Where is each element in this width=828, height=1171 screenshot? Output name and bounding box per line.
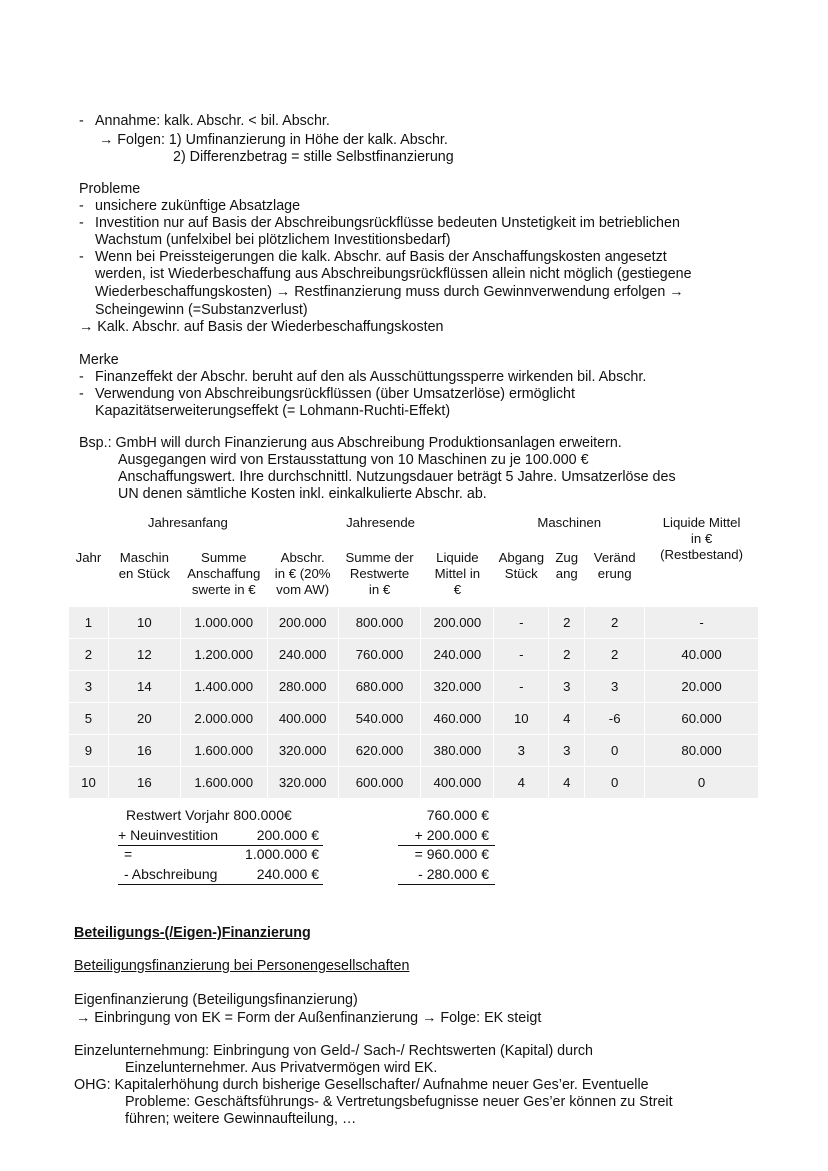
col-header-abschr: Abschr. in € (20% vom AW) xyxy=(267,545,338,607)
cell-liquide-rest: - xyxy=(645,607,759,639)
section-title-beteiligung: Beteiligungs-(/Eigen-)Finanzierung xyxy=(74,925,311,941)
cell-summe-aw: 2.000.000 xyxy=(180,703,267,735)
calc-left-rule-2 xyxy=(118,884,323,885)
cell-veraenderung: 0 xyxy=(585,767,645,799)
cell-veraenderung: 2 xyxy=(585,607,645,639)
merke-item-1: - Finanzeffekt der Abschr. beruht auf den als Ausschüttungssperre wirkenden bil. Abschr. xyxy=(79,369,647,385)
group-jahresende: Jahresende xyxy=(267,509,494,545)
calc-left-line-2: + Neuinvestition 200.000 € xyxy=(118,826,319,843)
cell-liquide-rest: 20.000 xyxy=(645,671,759,703)
cell-restwerte: 760.000 xyxy=(338,639,421,671)
cell-zugang: 3 xyxy=(549,735,585,767)
cell-liquide: 400.000 xyxy=(421,767,494,799)
probleme-item-3: - Wenn bei Preissteigerungen die kalk. Abschr. auf Basis der Anschaffungskosten angesetzt xyxy=(79,249,667,265)
einzelunternehmung-line-1: Einzelunternehmung: Einbringung von Geld-/ Sach-/ Rechtswerten (Kapital) durch xyxy=(74,1043,593,1059)
cell-liquide: 460.000 xyxy=(421,703,494,735)
cell-jahr: 9 xyxy=(69,735,109,767)
cell-liquide: 200.000 xyxy=(421,607,494,639)
col-header-abgang: Abgang Stück xyxy=(494,545,549,607)
group-liquide-mittel: Liquide Mittel in € (Restbestand) xyxy=(645,509,759,607)
cell-abschr: 400.000 xyxy=(267,703,338,735)
cell-liquide: 380.000 xyxy=(421,735,494,767)
cell-restwerte: 600.000 xyxy=(338,767,421,799)
annahme-line-1: - Annahme: kalk. Abschr. < bil. Abschr. xyxy=(79,113,330,129)
cell-veraenderung: 3 xyxy=(585,671,645,703)
cell-abgang: - xyxy=(494,639,549,671)
eigenfinanzierung-line-2: → Einbringung von EK = Form der Außenfinanzierung → Folge: EK steigt xyxy=(76,1010,542,1026)
col-header-restwerte: Summe der Restwerte in € xyxy=(338,545,421,607)
calc-right-line-3: = 960.000 € xyxy=(414,846,489,862)
corner-cell xyxy=(69,509,109,545)
cell-liquide: 240.000 xyxy=(421,639,494,671)
calc-right-rule-1 xyxy=(398,845,495,846)
cell-zugang: 4 xyxy=(549,703,585,735)
cell-maschinen: 12 xyxy=(108,639,180,671)
cell-liquide-rest: 0 xyxy=(645,767,759,799)
cell-maschinen: 10 xyxy=(108,607,180,639)
ohg-line-2: Probleme: Geschäftsführungs- & Vertretungsbefugnisse neuer Ges’er können zu Streit xyxy=(125,1094,673,1110)
cell-jahr: 1 xyxy=(69,607,109,639)
probleme-heading: Probleme xyxy=(79,181,141,197)
cell-abgang: 10 xyxy=(494,703,549,735)
bsp-line-2: Ausgegangen wird von Erstausstattung von 10 Maschinen zu je 100.000 € xyxy=(118,452,589,468)
table-row xyxy=(69,735,759,767)
group-jahresanfang: Jahresanfang xyxy=(108,509,267,545)
probleme-item-3-cont-3: Scheingewinn (=Substanzverlust) xyxy=(95,302,308,318)
calc-left xyxy=(118,806,323,884)
cell-veraenderung: 0 xyxy=(585,735,645,767)
cell-liquide: 320.000 xyxy=(421,671,494,703)
bsp-line-1: Bsp.: GmbH will durch Finanzierung aus Abschreibung Produktionsanlagen erweitern. xyxy=(79,435,622,451)
cell-abschr: 280.000 xyxy=(267,671,338,703)
cell-summe-aw: 1.000.000 xyxy=(180,607,267,639)
cell-veraenderung: 2 xyxy=(585,639,645,671)
cell-maschinen: 16 xyxy=(108,735,180,767)
table-row xyxy=(69,607,759,639)
probleme-item-1: - unsichere zukünftige Absatzlage xyxy=(79,198,301,214)
cell-restwerte: 680.000 xyxy=(338,671,421,703)
cell-restwerte: 800.000 xyxy=(338,607,421,639)
cell-zugang: 4 xyxy=(549,767,585,799)
cell-abgang: - xyxy=(494,671,549,703)
table-group-header-row xyxy=(69,509,759,545)
cell-maschinen: 16 xyxy=(108,767,180,799)
probleme-item-2: - Investition nur auf Basis der Abschreibungsrückflüsse bedeuten Unstetigkeit im betrieblichen xyxy=(79,215,680,231)
einzelunternehmung-line-2: Einzelunternehmer. Aus Privatvermögen wird EK. xyxy=(125,1060,438,1076)
cell-summe-aw: 1.600.000 xyxy=(180,735,267,767)
col-header-veraenderung: Veränd erung xyxy=(585,545,645,607)
group-maschinen: Maschinen xyxy=(494,509,645,545)
cell-abschr: 320.000 xyxy=(267,735,338,767)
cell-zugang: 2 xyxy=(549,639,585,671)
annahme-line-2: → Folgen: 1) Umfinanzierung in Höhe der kalk. Abschr. xyxy=(99,132,448,148)
calc-left-rule-1 xyxy=(118,845,323,846)
calc-left-line-4: - Abschreibung 240.000 € xyxy=(124,865,319,882)
ohg-line-1: OHG: Kapitalerhöhung durch bisherige Gesellschafter/ Aufnahme neuer Ges’er. Eventuelle xyxy=(74,1077,649,1093)
calc-right xyxy=(398,806,495,884)
cell-abschr: 320.000 xyxy=(267,767,338,799)
cell-jahr: 2 xyxy=(69,639,109,671)
cell-summe-aw: 1.200.000 xyxy=(180,639,267,671)
annahme-line-3: 2) Differenzbetrag = stille Selbstfinanzierung xyxy=(173,149,454,165)
cell-summe-aw: 1.400.000 xyxy=(180,671,267,703)
cell-liquide-rest: 80.000 xyxy=(645,735,759,767)
cell-zugang: 2 xyxy=(549,607,585,639)
probleme-item-3-cont-1: werden, ist Wiederbeschaffung aus Abschreibungsrückflüssen allein nicht möglich (gestiegene xyxy=(95,266,692,282)
ohg-line-3: führen; weitere Gewinnaufteilung, … xyxy=(125,1111,357,1127)
col-header-maschinen: Maschin en Stück xyxy=(108,545,180,607)
section-subtitle-personengesellschaften: Beteiligungsfinanzierung bei Personengesellschaften xyxy=(74,958,410,974)
merke-item-2-cont: Kapazitätserweiterungseffekt (= Lohmann-Ruchti-Effekt) xyxy=(95,403,451,419)
eigenfinanzierung-line-1: Eigenfinanzierung (Beteiligungsfinanzierung) xyxy=(74,992,358,1008)
cell-liquide-rest: 60.000 xyxy=(645,703,759,735)
calc-right-line-1: 760.000 € xyxy=(426,807,489,823)
cell-abgang: - xyxy=(494,607,549,639)
cell-liquide-rest: 40.000 xyxy=(645,639,759,671)
cell-abschr: 200.000 xyxy=(267,607,338,639)
cell-maschinen: 20 xyxy=(108,703,180,735)
bsp-line-4: UN denen sämtliche Kosten inkl. einkalkulierte Abschr. ab. xyxy=(118,486,487,502)
calc-left-line-3: = 1.000.000 € xyxy=(124,846,319,862)
table-row xyxy=(69,639,759,671)
cell-jahr: 10 xyxy=(69,767,109,799)
lohmann-ruchti-table xyxy=(68,508,759,799)
cell-zugang: 3 xyxy=(549,671,585,703)
calc-right-rule-2 xyxy=(398,884,495,885)
table-row xyxy=(69,767,759,799)
cell-summe-aw: 1.600.000 xyxy=(180,767,267,799)
calc-left-line-1: Restwert Vorjahr 800.000€ xyxy=(126,807,292,823)
bsp-line-3: Anschaffungswert. Ihre durchschnittl. Nutzungsdauer beträgt 5 Jahre. Umsatzerlöse des xyxy=(118,469,676,485)
merke-heading: Merke xyxy=(79,352,119,368)
cell-restwerte: 540.000 xyxy=(338,703,421,735)
col-header-zugang: Zug ang xyxy=(549,545,585,607)
cell-veraenderung: -6 xyxy=(585,703,645,735)
col-header-summe-aw: Summe Anschaffung swerte in € xyxy=(180,545,267,607)
merke-item-2: - Verwendung von Abschreibungsrückflüssen (über Umsatzerlöse) ermöglicht xyxy=(79,386,575,402)
cell-abgang: 3 xyxy=(494,735,549,767)
calc-right-line-2: + 200.000 € xyxy=(414,826,489,843)
cell-restwerte: 620.000 xyxy=(338,735,421,767)
cell-abgang: 4 xyxy=(494,767,549,799)
probleme-item-2-cont: Wachstum (unfelxibel bei plötzlichem Investitionsbedarf) xyxy=(95,232,451,248)
col-header-jahr: Jahr xyxy=(69,545,109,607)
cell-maschinen: 14 xyxy=(108,671,180,703)
cell-jahr: 5 xyxy=(69,703,109,735)
probleme-conclusion: → Kalk. Abschr. auf Basis der Wiederbeschaffungskosten xyxy=(79,319,444,335)
table-row xyxy=(69,671,759,703)
col-header-liquide: Liquide Mittel in € xyxy=(421,545,494,607)
cell-abschr: 240.000 xyxy=(267,639,338,671)
probleme-item-3-cont-2: Wiederbeschaffungskosten) → Restfinanzierung muss durch Gewinnverwendung erfolgen → xyxy=(95,284,684,300)
calc-right-line-4: - 280.000 € xyxy=(418,865,489,882)
cell-jahr: 3 xyxy=(69,671,109,703)
table-row xyxy=(69,703,759,735)
